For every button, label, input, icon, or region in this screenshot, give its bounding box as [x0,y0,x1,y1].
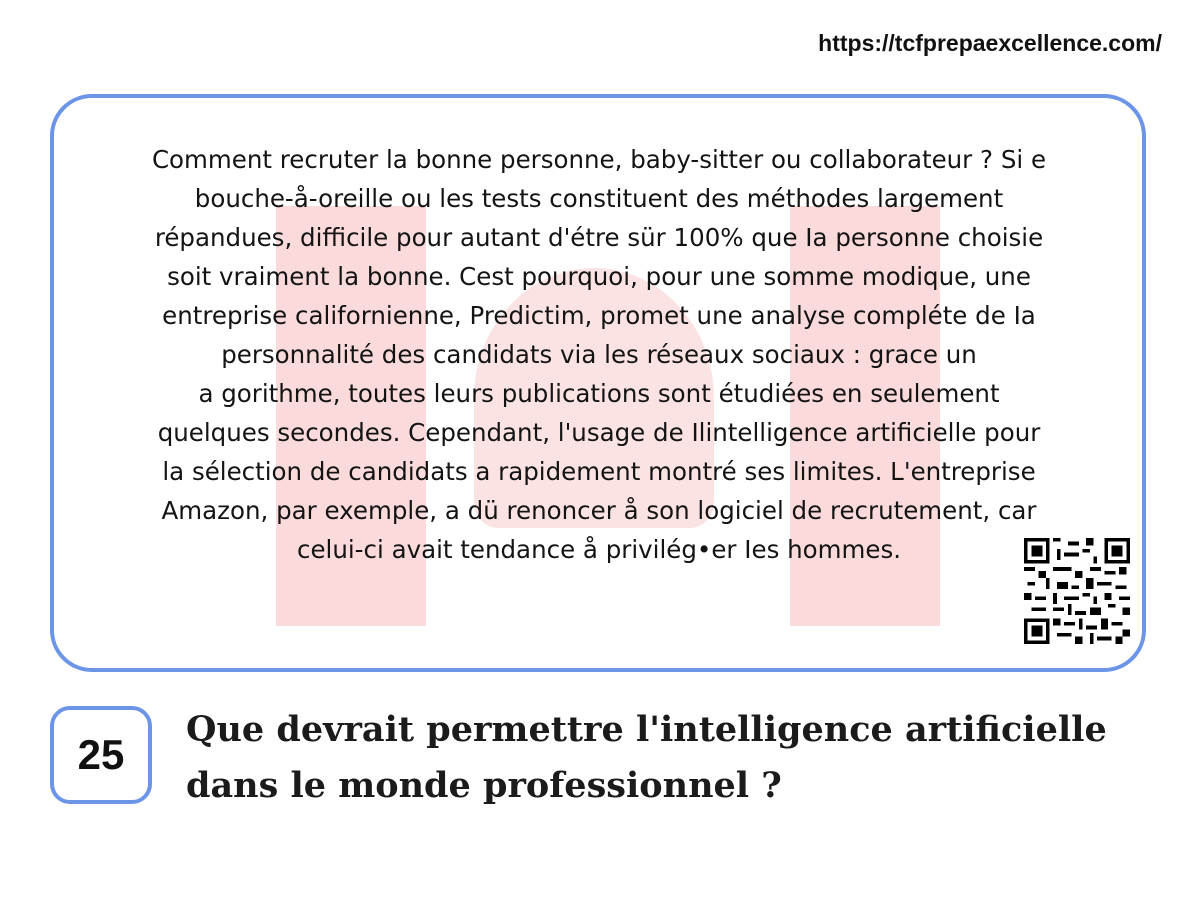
qr-code-icon [1024,538,1130,644]
question-text: Que devrait permettre l'intelligence artificielle dans le monde professionnel ? [186,709,1107,806]
passage-text: Comment recruter la bonne personne, baby-sitter ou collaborateur ? Si e bouche-å-oreille ou les tests constituent des méthodes largement répandues, difficile pour autant d'étre sür 100% que Ia personne choisie soit vraiment la bonne. Cest pourquoi, pour une somme modique, une entreprise californienne, Predictim, promet une analyse compléte de Ia personnalité des candidats via les réseaux sociaux : grace un a gorithme, toutes leurs publications sont étudiées en seulement quelques secondes. Cependant, l'usage de Ilintelligence artificielle pour la sélection de candidats a rapidement montré ses limites. L'entreprise Amazon, par exemple, a dü renoncer å son logiciel de recrutement, car celui-ci avait tendance å privilég•er Ies hommes. [151,145,1047,564]
site-url[interactable]: https://tcfprepaexcellence.com/ [818,30,1162,56]
question-number-badge: 25 [50,706,152,804]
passage-card [50,94,1146,672]
